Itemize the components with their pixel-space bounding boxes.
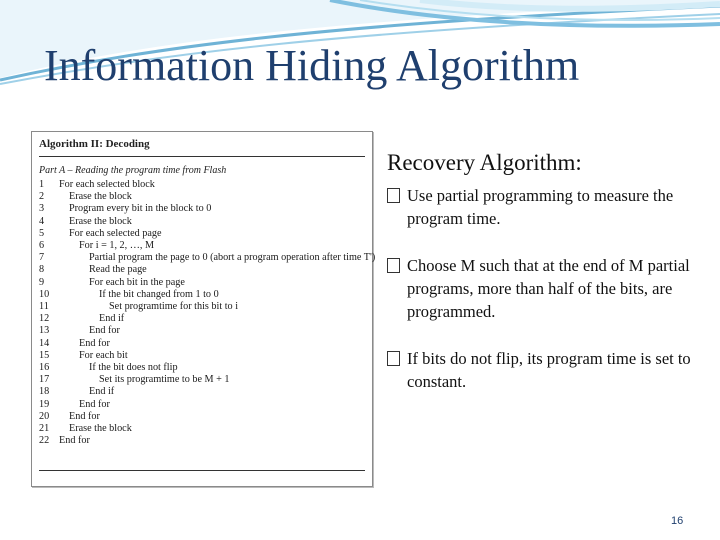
algorithm-line (39, 179, 155, 191)
line-number: 9 (39, 276, 45, 288)
line-number: 7 (39, 252, 45, 264)
recovery-section (387, 150, 707, 417)
algorithm-line (39, 325, 120, 337)
algorithm-part-label: Part A – Reading the program time from Flash (39, 165, 227, 176)
line-text: End for (79, 398, 110, 410)
algorithm-line (39, 289, 219, 301)
line-text: End for (89, 325, 120, 337)
recovery-bullet (387, 184, 707, 230)
line-text: If the bit does not flip (89, 362, 178, 373)
algorithm-line (39, 203, 211, 215)
algorithm-line (39, 240, 154, 252)
algorithm-line (39, 313, 124, 325)
recovery-bullet (387, 347, 707, 393)
line-text: Erase the block (69, 423, 132, 434)
line-text: End for (59, 435, 90, 447)
line-number: 16 (39, 362, 50, 373)
algorithm-line (39, 350, 128, 362)
line-text: For each selected block (59, 179, 155, 190)
bullet-text: Use partial programming to measure the program time. (407, 186, 674, 228)
algorithm-line (39, 362, 178, 374)
slide-title: Information Hiding Algorithm (44, 41, 580, 90)
line-number: 5 (39, 227, 45, 239)
algorithm-line (39, 228, 162, 240)
algorithm-line (39, 374, 230, 386)
algorithm-line (39, 435, 90, 447)
bullet-text: If bits do not flip, its program time is set to constant. (407, 349, 691, 391)
algorithm-line (39, 386, 114, 398)
line-text: Erase the block (69, 191, 132, 203)
line-number: 19 (39, 398, 50, 410)
line-number: 10 (39, 288, 50, 300)
line-number: 15 (39, 349, 50, 361)
line-text: Partial program the page to 0 (abort a program operation after time T') (89, 252, 376, 264)
algorithm-line (39, 301, 238, 313)
line-number: 8 (39, 264, 45, 276)
line-text: If the bit changed from 1 to 0 (99, 288, 219, 300)
line-text: End if (89, 386, 115, 398)
line-text: Set programtime for this bit to i (109, 301, 239, 312)
algorithm-line (39, 216, 132, 228)
bullet-box-icon (387, 188, 400, 203)
line-text: For each bit (79, 349, 128, 361)
line-number: 22 (39, 435, 50, 447)
line-text: For each bit in the page (89, 276, 185, 288)
page-number: 16 (671, 515, 684, 527)
line-number: 18 (39, 386, 50, 398)
line-number: 11 (39, 301, 49, 312)
algorithm-line (39, 191, 132, 203)
algorithm-line (39, 423, 132, 435)
line-text: Set its programtime to be M + 1 (99, 374, 230, 386)
line-number: 21 (39, 423, 50, 434)
line-number: 14 (39, 337, 50, 349)
algorithm-line (39, 252, 375, 264)
bullet-box-icon (387, 258, 400, 273)
bullet-box-icon (387, 351, 400, 366)
line-number: 20 (39, 410, 50, 422)
line-text: End for (79, 337, 110, 349)
line-text: For each selected page (69, 227, 162, 239)
algorithm-top-rule (39, 156, 365, 157)
recovery-bullet (387, 254, 707, 323)
algorithm-figure (31, 131, 376, 487)
bullet-text: Choose M such that at the end of M partial programs, more than half of the bits, are programmed. (407, 256, 690, 321)
algorithm-line (39, 338, 110, 350)
line-text: Erase the block (69, 215, 132, 227)
line-number: 12 (39, 313, 50, 325)
algorithm-heading: Algorithm II: Decoding (39, 138, 150, 150)
line-number: 13 (39, 325, 50, 337)
algorithm-line (39, 277, 185, 289)
line-text: Read the page (89, 264, 147, 276)
line-number: 4 (39, 215, 45, 227)
line-number: 17 (39, 374, 50, 386)
line-number: 6 (39, 240, 45, 251)
algorithm-line (39, 399, 110, 411)
algorithm-line (39, 411, 100, 423)
line-text: End if (99, 313, 125, 325)
line-text: For i = 1, 2, …, M (79, 240, 155, 251)
line-number: 3 (39, 203, 45, 215)
algorithm-bottom-rule (39, 470, 365, 471)
line-text: End for (69, 410, 100, 422)
line-text: Program every bit in the block to 0 (69, 203, 212, 215)
line-number: 2 (39, 191, 45, 203)
recovery-title: Recovery Algorithm: (387, 150, 582, 175)
algorithm-line (39, 264, 147, 276)
line-number: 1 (39, 179, 45, 190)
